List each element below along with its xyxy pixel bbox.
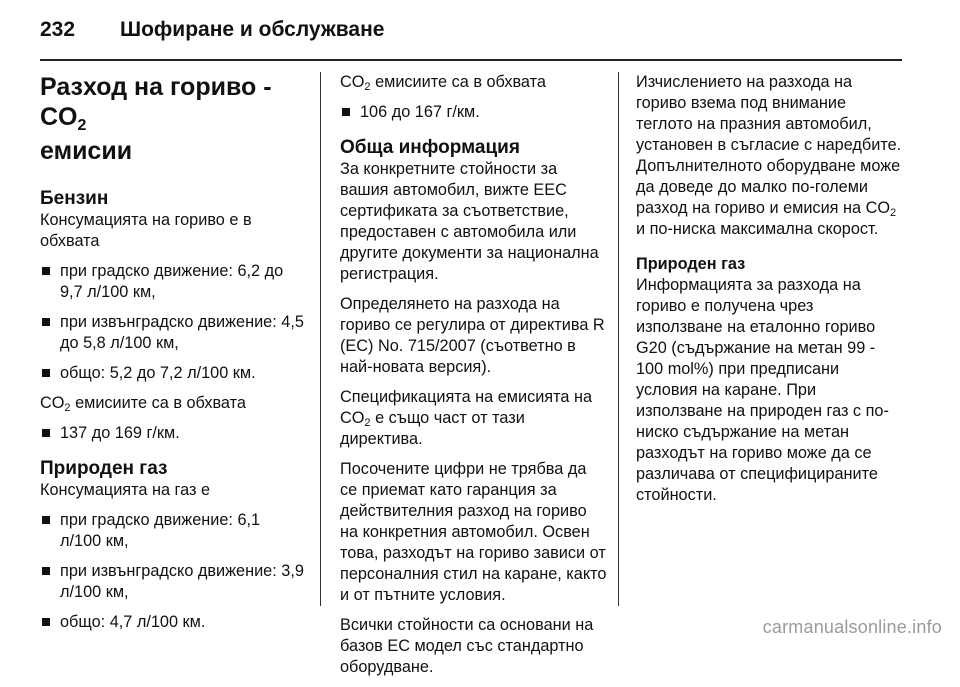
page-number: 232: [40, 18, 76, 41]
list-item: при извънградско движение: 4,5 до 5,8 л/100 км,: [40, 312, 305, 354]
co2-intro: $CO_2$ емисиите са в обхвата: [340, 73, 546, 93]
section-title: Разход на гориво - $CO_2$ емисии: [40, 73, 272, 165]
list-item: при градско движение: 6,1 л/100 км,: [40, 510, 305, 552]
list-item: общо: 5,2 до 7,2 л/100 км.: [40, 363, 305, 384]
column-1: [40, 72, 305, 642]
gas-heading: Природен газ: [636, 255, 746, 273]
list-item: при градско движение: 6,2 до 9,7 л/100 км,: [40, 261, 305, 303]
co2-list: [340, 102, 608, 123]
page-header: [40, 12, 902, 52]
gas-intro: Консумацията на газ е: [40, 481, 211, 499]
paragraph: Посочените цифри не трябва да се приемат като гаранция за действителния разход на гориво на конкретния автомобил. Освен това, разходът на гориво зависи от персоналния стил на каране, както и от пътните условия.: [340, 460, 607, 604]
co2-intro: $CO_2$ емисиите са в обхвата: [40, 394, 246, 414]
general-info-heading: Обща информация: [340, 137, 520, 158]
column-divider-1: [320, 72, 321, 606]
chapter-title: Шофиране и обслужване: [120, 18, 385, 41]
paragraph: Изчислението на разхода на гориво взема под внимание теглото на празния автомобил, установен в съгласие с наредбите. Допълнителното оборудване може да доведе до малко по-големи разход на гориво и емисия на $CO_2$ и по-ниска максимална скорост.: [636, 73, 902, 238]
list-item: 106 до 167 г/км.: [340, 102, 608, 123]
gas-list: [40, 510, 305, 633]
co2-list: [40, 423, 305, 444]
paragraph: Всички стойности са основани на базов ЕС модел със стандартно оборудване.: [340, 616, 594, 676]
list-item: при извънградско движение: 3,9 л/100 км,: [40, 561, 305, 603]
paragraph: За конкретните стойности за вашия автомобил, вижте ЕЕС сертификата за съответствие, предоставен с автомобила или другите документи за национална регистрация.: [340, 160, 599, 283]
column-2: [340, 72, 608, 687]
header-divider: [40, 59, 902, 61]
column-3: [636, 72, 904, 515]
paragraph: Информацията за разхода на гориво е получена чрез използване на еталонно гориво G20 (съдържание на метан 99 - 100 mol%) при предписани условия на каране. При използване на природен газ с по-ниско съдържание на метан разходът на гориво може да се различава от специфицираните стойности.: [636, 276, 889, 504]
watermark: carmanualsonline.info: [762, 617, 942, 637]
list-item: 137 до 169 г/км.: [40, 423, 305, 444]
gas-heading: Природен газ: [40, 458, 168, 479]
petrol-intro: Консумацията на гориво е в обхвата: [40, 211, 252, 250]
list-item: общо: 4,7 л/100 км.: [40, 612, 305, 633]
paragraph: Определянето на разхода на гориво се регулира от директива R (EC) No. 715/2007 (съответно в най-новата версия).: [340, 295, 605, 376]
column-divider-2: [618, 72, 619, 606]
paragraph: Спецификацията на емисията на $CO_2$ е също част от тази директива.: [340, 388, 593, 448]
petrol-heading: Бензин: [40, 188, 109, 209]
petrol-list: [40, 261, 305, 384]
